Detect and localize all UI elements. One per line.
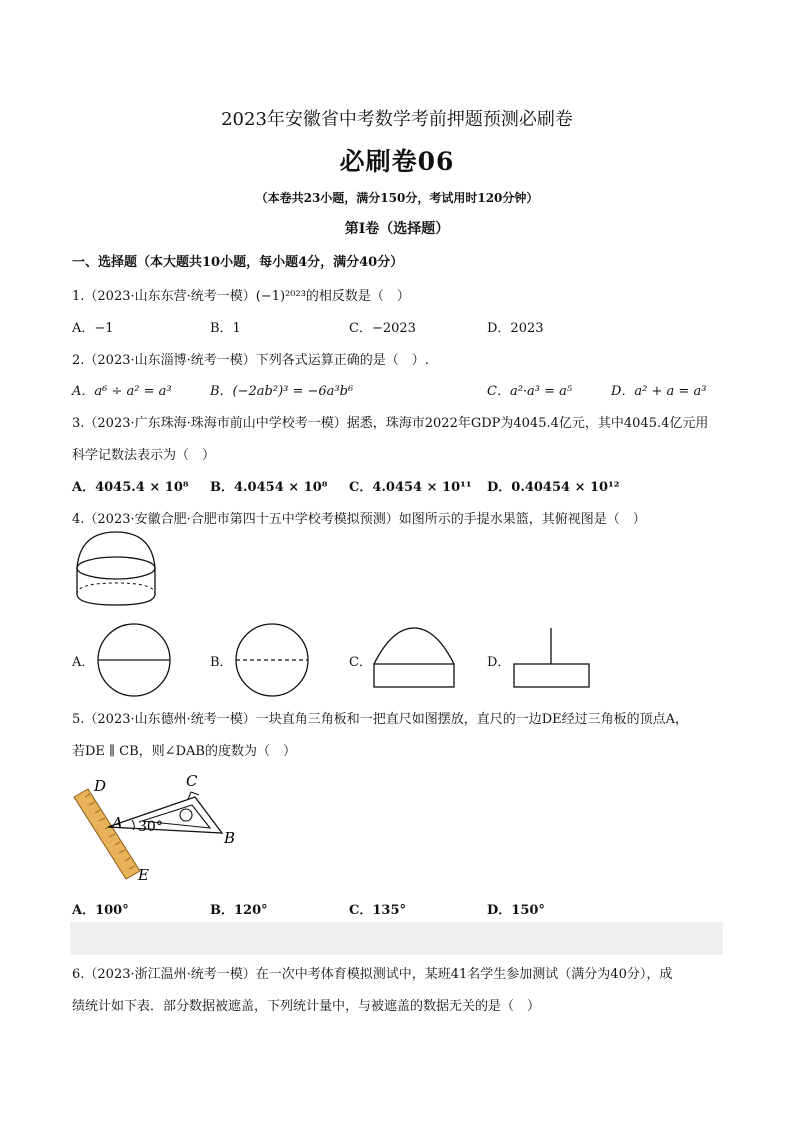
q3-option-d: D．0.40454 × 10¹² <box>487 480 620 495</box>
q6-stem-line1: 6.（2023·浙江温州·统考一模）在一次中考体育模拟测试中，某班41名学生参加测试（满分为40分），成 <box>72 967 673 982</box>
q1-option-a: A．−1 <box>72 321 114 336</box>
q3-option-a: A．4045.4 × 10⁸ <box>72 480 189 495</box>
label-e: E <box>138 866 149 884</box>
q1-option-c: C．−2023 <box>349 321 416 336</box>
q4-option-d-figure <box>512 626 592 690</box>
page-break-band <box>70 922 723 955</box>
q2-option-a: A．a⁶ ÷ a² = a³ <box>72 384 172 399</box>
label-angle: 30° <box>138 819 163 835</box>
exam-title: 2023年安徽省中考数学考前押题预测必刷卷 <box>221 109 573 130</box>
q5-stem-line1: 5.（2023·山东德州·统考一模）一块直角三角板和一把直尺如图摆放，直尺的一边DE经过三角板的顶点A， <box>72 712 689 727</box>
exam-note: （本卷共23小题，满分150分，考试用时120分钟） <box>255 191 539 205</box>
q5-option-c: C．135° <box>349 903 406 918</box>
q4-option-a: A． <box>72 655 95 670</box>
label-c: C <box>186 772 198 790</box>
q3-option-b: B．4.0454 × 10⁸ <box>210 480 328 495</box>
fruit-basket-figure <box>70 530 160 610</box>
q4-option-c: C． <box>349 655 372 670</box>
q5-stem-line2: 若DE ∥ CB，则∠DAB的度数为（ ） <box>72 744 296 759</box>
q5-option-b: B．120° <box>210 903 268 918</box>
section-heading: 一、选择题（本大题共10小题，每小题4分，满分40分） <box>72 255 404 270</box>
ruler-triangle-figure <box>70 770 245 885</box>
label-a: A <box>112 814 123 832</box>
q2-stem: 2.（2023·山东淄博·统考一模）下列各式运算正确的是（ ）. <box>72 353 429 368</box>
q4-option-d: D． <box>487 655 511 670</box>
part-title: 第I卷（选择题） <box>344 221 450 237</box>
paper-number: 必刷卷06 <box>339 147 455 176</box>
q1-option-b: B．1 <box>210 321 241 336</box>
q2-option-d: D．a² + a = a³ <box>611 384 707 399</box>
q1-stem: 1.（2023·山东东营·统考一模）(−1)²⁰²³的相反数是（ ） <box>72 289 410 304</box>
q6-stem-line2: 绩统计如下表．部分数据被遮盖，下列统计量中，与被遮盖的数据无关的是（ ） <box>72 999 541 1014</box>
label-d: D <box>94 777 107 795</box>
q3-stem-line2: 科学记数法表示为（ ） <box>72 448 216 463</box>
q3-option-c: C．4.0454 × 10¹¹ <box>349 480 472 495</box>
q4-option-c-figure <box>372 626 456 690</box>
q1-option-d: D．2023 <box>487 321 544 336</box>
q4-option-a-figure <box>96 622 172 698</box>
label-b: B <box>224 829 236 847</box>
q4-option-b-figure <box>234 622 310 698</box>
q2-option-c: C．a²·a³ = a⁵ <box>487 384 573 399</box>
q5-option-d: D．150° <box>487 903 545 918</box>
q5-option-a: A．100° <box>72 903 129 918</box>
q4-stem: 4.（2023·安徽合肥·合肥市第四十五中学校考模拟预测）如图所示的手提水果篮，其俯视图是（ ） <box>72 512 646 527</box>
q4-option-b: B． <box>210 655 233 670</box>
q3-stem-line1: 3.（2023·广东珠海·珠海市前山中学校考一模）据悉，珠海市2022年GDP为4045.4亿元，其中4045.4亿元用 <box>72 416 709 431</box>
q2-option-b: B．(−2ab²)³ = −6a³b⁶ <box>210 384 354 399</box>
